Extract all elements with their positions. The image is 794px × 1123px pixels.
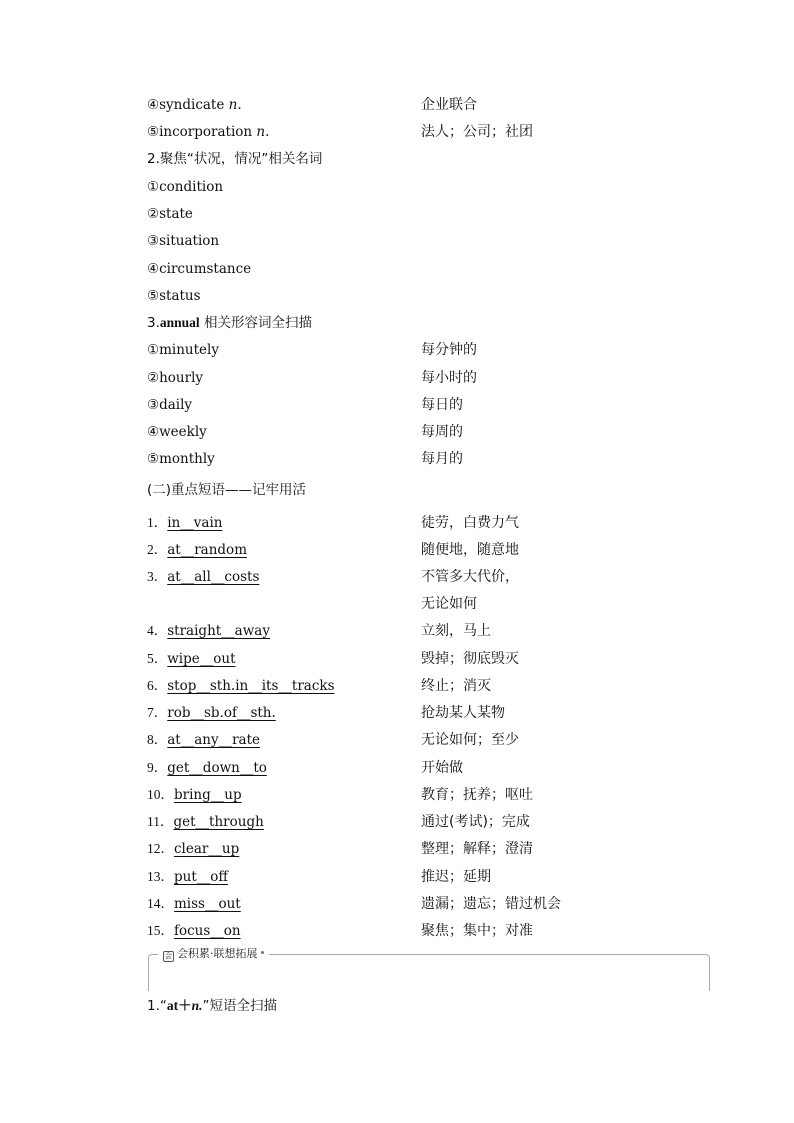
phrase-text: get__down__to [167, 760, 267, 776]
noun-item: ⑤status [147, 288, 201, 304]
adjective-row: ②hourly 每小时的 [147, 370, 477, 386]
adjective-row: ④weekly 每周的 [147, 424, 463, 440]
vocab-row [0, 94, 794, 116]
phrase-row: 5．wipe__out 毁掉；彻底毁灭 [147, 651, 519, 667]
phrase-row: 3．at__all__costs 不管多大代价， [147, 569, 519, 585]
note-icon: 会 [165, 952, 172, 960]
phrase-row-continued: 无论如何 [421, 596, 477, 612]
phrase-row: 13．put__off 推迟；延期 [147, 869, 491, 885]
phrase-row: 10．bring__up 教育；抚养；呕吐 [147, 787, 533, 803]
phrase-row: 8．at__any__rate 无论如何；至少 [147, 732, 519, 748]
vocab-row [0, 121, 794, 143]
phrase-row: 15．focus__on 聚焦；集中；对准 [147, 923, 533, 939]
section-heading: (二)重点短语——记牢用活 [147, 482, 307, 498]
phrase-text: wipe__out [167, 651, 236, 667]
noun-item: ①condition [147, 179, 224, 195]
adjective-row: ⑤monthly 每月的 [147, 451, 463, 467]
vocab-meaning: 企业联合 [421, 97, 477, 113]
expansion-box [148, 944, 708, 990]
phrase-row: 12．clear__up 整理；解释；澄清 [147, 841, 533, 857]
phrase-text: miss__out [174, 896, 241, 912]
vocab-term: ⑤incorporation n. [147, 124, 270, 140]
phrase-text: stop__sth.in__its__tracks [167, 678, 335, 694]
adjective-row: ③daily 每日的 [147, 397, 463, 413]
phrase-text: focus__on [174, 923, 241, 939]
phrase-row: 2．at__random 随便地，随意地 [147, 542, 519, 558]
phrase-text: at__any__rate [167, 732, 261, 748]
noun-item: ②state [147, 206, 193, 222]
vocab-term: ④syndicate n. [147, 97, 242, 113]
phrase-row: 11．get__through 通过(考试)；完成 [147, 814, 530, 830]
phrase-text: at__random [167, 542, 247, 558]
phrase-text: put__off [174, 869, 228, 885]
phrase-text: in__vain [167, 515, 223, 531]
phrase-text: rob__sb.of__sth. [167, 705, 276, 721]
adjective-row: ①minutely 每分钟的 [147, 342, 477, 358]
phrase-text: get__through [173, 814, 264, 830]
subsection-heading: 1.“at＋n.”短语全扫描 [147, 998, 278, 1014]
phrase-row: 4．straight__away 立刻，马上 [147, 623, 491, 639]
phrase-row: 6．stop__sth.in__its__tracks 终止；消灭 [147, 678, 491, 694]
phrase-row: 1．in__vain 徒劳，白费力气 [147, 515, 519, 531]
phrase-row: 7．rob__sb.of__sth. 抢劫某人某物 [147, 705, 505, 721]
phrase-text: clear__up [174, 841, 240, 857]
phrase-row: 9．get__down__to 开始做 [147, 760, 463, 776]
dot-icon [261, 951, 264, 954]
section-heading: 3.annual 相关形容词全扫描 [147, 315, 312, 331]
noun-item: ④circumstance [147, 261, 252, 277]
phrase-text: bring__up [174, 787, 242, 803]
phrase-row: 14．miss__out 遗漏；遗忘；错过机会 [147, 896, 561, 912]
vocab-meaning: 法人；公司；社团 [421, 124, 533, 140]
phrase-text: at__all__costs [167, 569, 260, 585]
expansion-box-title: 会 会积累·联想拓展 [158, 946, 269, 962]
phrase-text: straight__away [167, 623, 270, 639]
section-heading: 2.聚焦“状况，情况”相关名词 [147, 151, 323, 167]
noun-item: ③situation [147, 233, 220, 249]
